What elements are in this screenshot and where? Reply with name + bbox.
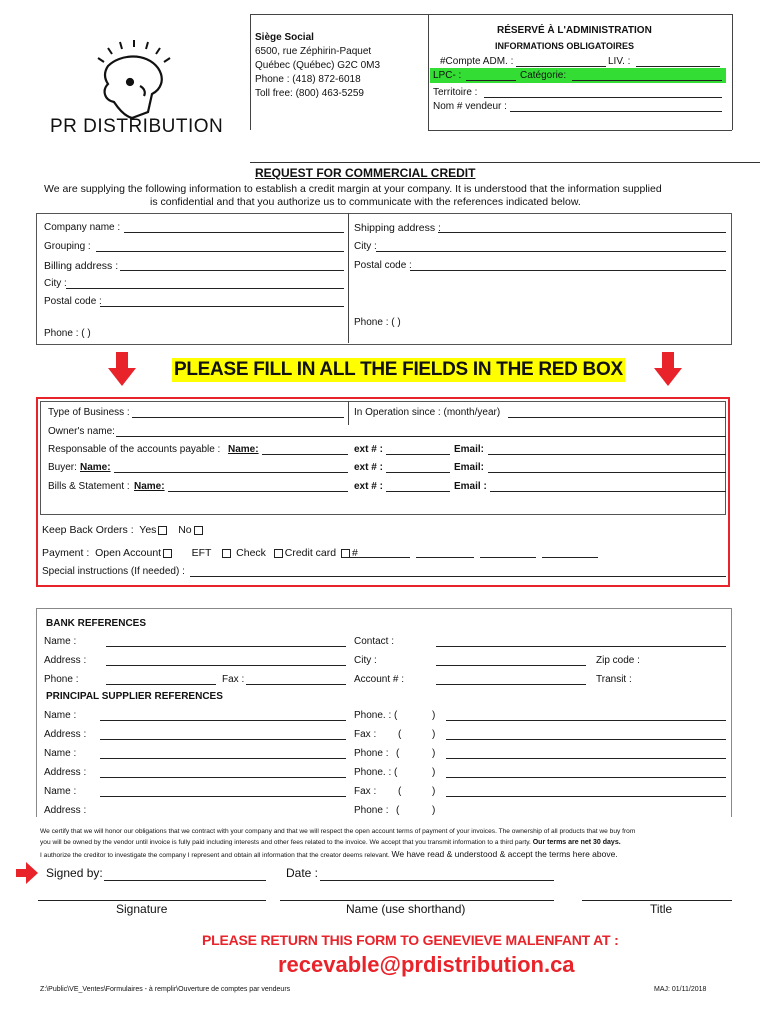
down-arrow-icon	[654, 352, 682, 386]
buyer-ext-label: ext # :	[354, 462, 383, 473]
bank-city-label: City :	[354, 655, 377, 666]
billing-address-field[interactable]	[120, 270, 344, 271]
request-title: REQUEST FOR COMMERCIAL CREDIT	[255, 166, 476, 180]
vendeur-field[interactable]	[510, 111, 722, 112]
return-instruction: PLEASE RETURN THIS FORM TO GENEVIEVE MALENFANT AT :	[202, 932, 619, 948]
request-intro-1: We are supplying the following information to establish a credit margin at your company. It is understood that the information supplied	[44, 183, 662, 195]
bank-account-label: Account # :	[354, 674, 405, 685]
admin-subtitle: INFORMATIONS OBLIGATOIRES	[495, 41, 634, 51]
bank-fax-field[interactable]	[246, 684, 346, 685]
check-checkbox[interactable]	[274, 549, 283, 558]
open-account-checkbox[interactable]	[163, 549, 172, 558]
legal-terms: Our terms are net 30 days.	[532, 839, 621, 846]
liv-field[interactable]	[636, 66, 720, 67]
type-of-business-field[interactable]	[132, 417, 344, 418]
in-operation-label: In Operation since : (month/year)	[354, 407, 501, 418]
supplier-close: )	[432, 767, 436, 778]
payment-row	[42, 547, 358, 559]
supplier-close: )	[432, 710, 436, 721]
office-address2: Québec (Québec) G2C 0M3	[255, 60, 381, 71]
owners-name-field[interactable]	[116, 436, 726, 437]
special-instructions-field[interactable]	[190, 576, 726, 577]
supplier-close: )	[432, 748, 436, 759]
supplier-close: )	[432, 786, 436, 797]
bank-address-field[interactable]	[106, 665, 346, 666]
in-operation-field[interactable]	[508, 417, 726, 418]
buyer-email-label: Email:	[454, 462, 485, 473]
buyer-name-label: Name:	[80, 462, 111, 473]
bank-transit-label: Transit :	[596, 674, 632, 685]
buyer-label: Buyer:	[48, 462, 77, 473]
supplier-right-field[interactable]	[446, 796, 726, 797]
responsable-email-field[interactable]	[488, 454, 726, 455]
postal-code2-field[interactable]	[100, 306, 344, 307]
bank-contact-field[interactable]	[436, 646, 726, 647]
check-label: Check	[236, 547, 266, 559]
supplier-left-field[interactable]	[100, 758, 346, 759]
supplier-right-field[interactable]	[446, 739, 726, 740]
supplier-left-field[interactable]	[100, 720, 346, 721]
bills-name-field[interactable]	[168, 491, 348, 492]
file-path: Z:\Public\VE_Ventes\Formulaires - à remplir\Ouverture de comptes par vendeurs	[40, 986, 291, 993]
name-shorthand-label: Name (use shorthand)	[346, 902, 466, 916]
supplier-right-label: Phone :	[354, 805, 389, 816]
city2-label: City :	[44, 278, 67, 289]
card-field-4[interactable]	[542, 557, 598, 558]
supplier-left-label: Address :	[44, 805, 87, 816]
responsable-name-label: Name:	[228, 444, 259, 455]
company-logo	[48, 38, 228, 142]
supplier-left-label: Address :	[44, 767, 87, 778]
legal-line-2	[40, 839, 621, 846]
billing-address-label: Billing address :	[44, 260, 119, 272]
signature-field[interactable]	[38, 900, 266, 901]
responsable-name-field[interactable]	[262, 454, 348, 455]
categorie-field[interactable]	[572, 80, 722, 81]
supplier-right-field[interactable]	[446, 720, 726, 721]
supplier-left-label: Name :	[44, 786, 77, 797]
bank-contact-label: Contact :	[354, 636, 395, 647]
bills-label: Bills & Statement :	[48, 481, 130, 492]
bills-ext-label: ext # :	[354, 481, 383, 492]
responsable-email-label: Email:	[454, 444, 485, 455]
supplier-right-label: Fax :	[354, 786, 377, 797]
no-label: No	[178, 524, 192, 536]
yes-checkbox[interactable]	[158, 526, 167, 535]
keep-back-orders-row	[42, 524, 205, 536]
office-phone: Phone : (418) 872-6018	[255, 74, 361, 85]
office-address1: 6500, rue Zéphirin-Paquet	[255, 46, 372, 57]
responsable-label: Responsable of the accounts payable :	[48, 444, 221, 455]
responsable-ext-label: ext # :	[354, 444, 383, 455]
legal-line-2a: you will be owned by the vendor until invoice is fully paid including interests and other fees related to the invoice. We accept that you transmit information to a third party.	[40, 839, 531, 846]
city2-field[interactable]	[66, 288, 344, 289]
supplier-left-label: Address :	[44, 729, 87, 740]
eft-label: EFT	[191, 547, 212, 559]
office-title: Siège Social	[255, 32, 314, 43]
city-field[interactable]	[376, 251, 726, 252]
bills-email-field[interactable]	[490, 491, 726, 492]
bills-name-label: Name:	[134, 481, 165, 492]
date-field[interactable]	[320, 880, 554, 881]
categorie-label: Catégorie:	[520, 70, 567, 81]
vendeur-label: Nom # vendeur :	[433, 101, 507, 112]
card-field-3[interactable]	[480, 557, 536, 558]
bank-address-label: Address :	[44, 655, 87, 666]
keep-back-label: Keep Back Orders :	[42, 524, 134, 536]
supplier-left-label: Name :	[44, 748, 77, 759]
eft-checkbox[interactable]	[222, 549, 231, 558]
buyer-email-field[interactable]	[488, 472, 726, 473]
card-field-1[interactable]	[348, 557, 410, 558]
territoire-label: Territoire :	[433, 87, 478, 98]
supplier-right-label: Phone :	[354, 748, 389, 759]
signature-label: Signature	[116, 902, 168, 916]
territoire-field[interactable]	[484, 97, 722, 98]
lpc-field[interactable]	[466, 80, 516, 81]
supplier-references-title: PRINCIPAL SUPPLIER REFERENCES	[46, 691, 223, 702]
supplier-right-label: Fax :	[354, 729, 377, 740]
right-arrow-icon	[16, 862, 38, 884]
logo-text: PR DISTRIBUTION	[50, 116, 224, 137]
title-label: Title	[650, 902, 673, 916]
bank-phone-label: Phone :	[44, 674, 79, 685]
compte-label: #Compte ADM. :	[440, 56, 514, 67]
shipping-address-label: Shipping address :	[354, 222, 441, 234]
name-shorthand-field[interactable]	[280, 900, 554, 901]
bank-account-field[interactable]	[436, 684, 586, 685]
request-intro-2: is confidential and that you authorize us to communicate with the references indicated below.	[150, 196, 581, 208]
phone-right-label: Phone : ( )	[354, 317, 401, 328]
buyer-name-field[interactable]	[114, 472, 348, 473]
bank-name-label: Name :	[44, 636, 77, 647]
grouping-label: Grouping :	[44, 241, 91, 252]
legal-line-3a: I authorize the creditor to investigate the company I represent and obtain all information that the creator deems relevant.	[40, 852, 390, 859]
type-of-business-label: Type of Business :	[48, 407, 130, 418]
supplier-right-label: Phone. : (	[354, 710, 398, 721]
yes-label: Yes	[139, 524, 157, 536]
legal-accept: We have read & understood & accept the terms here above.	[391, 849, 618, 859]
title-field[interactable]	[582, 900, 732, 901]
postal-code-label: Postal code :	[354, 260, 412, 271]
supplier-left-field[interactable]	[100, 739, 346, 740]
owners-name-label: Owner's name:	[48, 426, 115, 437]
office-tollfree: Toll free: (800) 463-5259	[255, 88, 364, 99]
card-field-2[interactable]	[416, 557, 474, 558]
company-name-field[interactable]	[124, 232, 344, 233]
buyer-ext-field[interactable]	[386, 472, 450, 473]
bills-ext-field[interactable]	[386, 491, 450, 492]
shipping-address-field[interactable]	[438, 232, 726, 233]
open-account-label: Open Account	[95, 547, 162, 559]
responsable-ext-field[interactable]	[386, 454, 450, 455]
revision-date: MAJ: 01/11/2018	[654, 986, 707, 993]
legal-line-1: We certify that we will honor our obligations that we contract with your company and that we will respect the open account terms of payment of your invoices. The ownership of all products that we buy from	[40, 828, 636, 835]
supplier-left-field[interactable]	[100, 777, 346, 778]
bank-name-field[interactable]	[106, 646, 346, 647]
fill-red-box-banner: PLEASE FILL IN ALL THE FIELDS IN THE RED BOX	[174, 359, 623, 380]
compte-field[interactable]	[516, 66, 606, 67]
supplier-left-field[interactable]	[100, 796, 346, 797]
return-email[interactable]: recevable@prdistribution.ca	[278, 952, 575, 977]
bank-city-field[interactable]	[436, 665, 586, 666]
admin-title: RÉSERVÉ À L'ADMINISTRATION	[497, 25, 652, 36]
phone-left-label: Phone : ( )	[44, 328, 91, 339]
bank-phone-field[interactable]	[106, 684, 216, 685]
postal-code2-label: Postal code :	[44, 296, 102, 307]
supplier-close: )	[432, 729, 436, 740]
liv-label: LIV. :	[608, 56, 631, 67]
legal-line-3	[40, 849, 618, 859]
supplier-right-label: Phone. : (	[354, 767, 398, 778]
postal-code-field[interactable]	[410, 270, 726, 271]
city-label: City :	[354, 241, 377, 252]
signed-by-label: Signed by:	[46, 866, 103, 880]
lpc-label: LPC- :	[433, 70, 462, 81]
date-label: Date :	[286, 866, 319, 880]
bank-zip-label: Zip code :	[596, 655, 640, 666]
signed-by-field[interactable]	[104, 880, 266, 881]
supplier-close: )	[432, 805, 436, 816]
grouping-field[interactable]	[96, 251, 344, 252]
company-name-label: Company name :	[44, 222, 121, 233]
bank-fax-label: Fax :	[222, 674, 245, 685]
bank-references-title: BANK REFERENCES	[46, 618, 147, 629]
hash-label: #	[352, 547, 358, 559]
no-checkbox[interactable]	[194, 526, 203, 535]
payment-label: Payment :	[42, 547, 90, 559]
supplier-right-field[interactable]	[446, 758, 726, 759]
credit-card-label: Credit card	[284, 547, 337, 559]
down-arrow-icon	[108, 352, 136, 386]
supplier-right-field[interactable]	[446, 777, 726, 778]
supplier-left-label: Name :	[44, 710, 77, 721]
bills-email-label: Email :	[454, 481, 487, 492]
special-instructions-label: Special instructions (If needed) :	[42, 566, 185, 577]
